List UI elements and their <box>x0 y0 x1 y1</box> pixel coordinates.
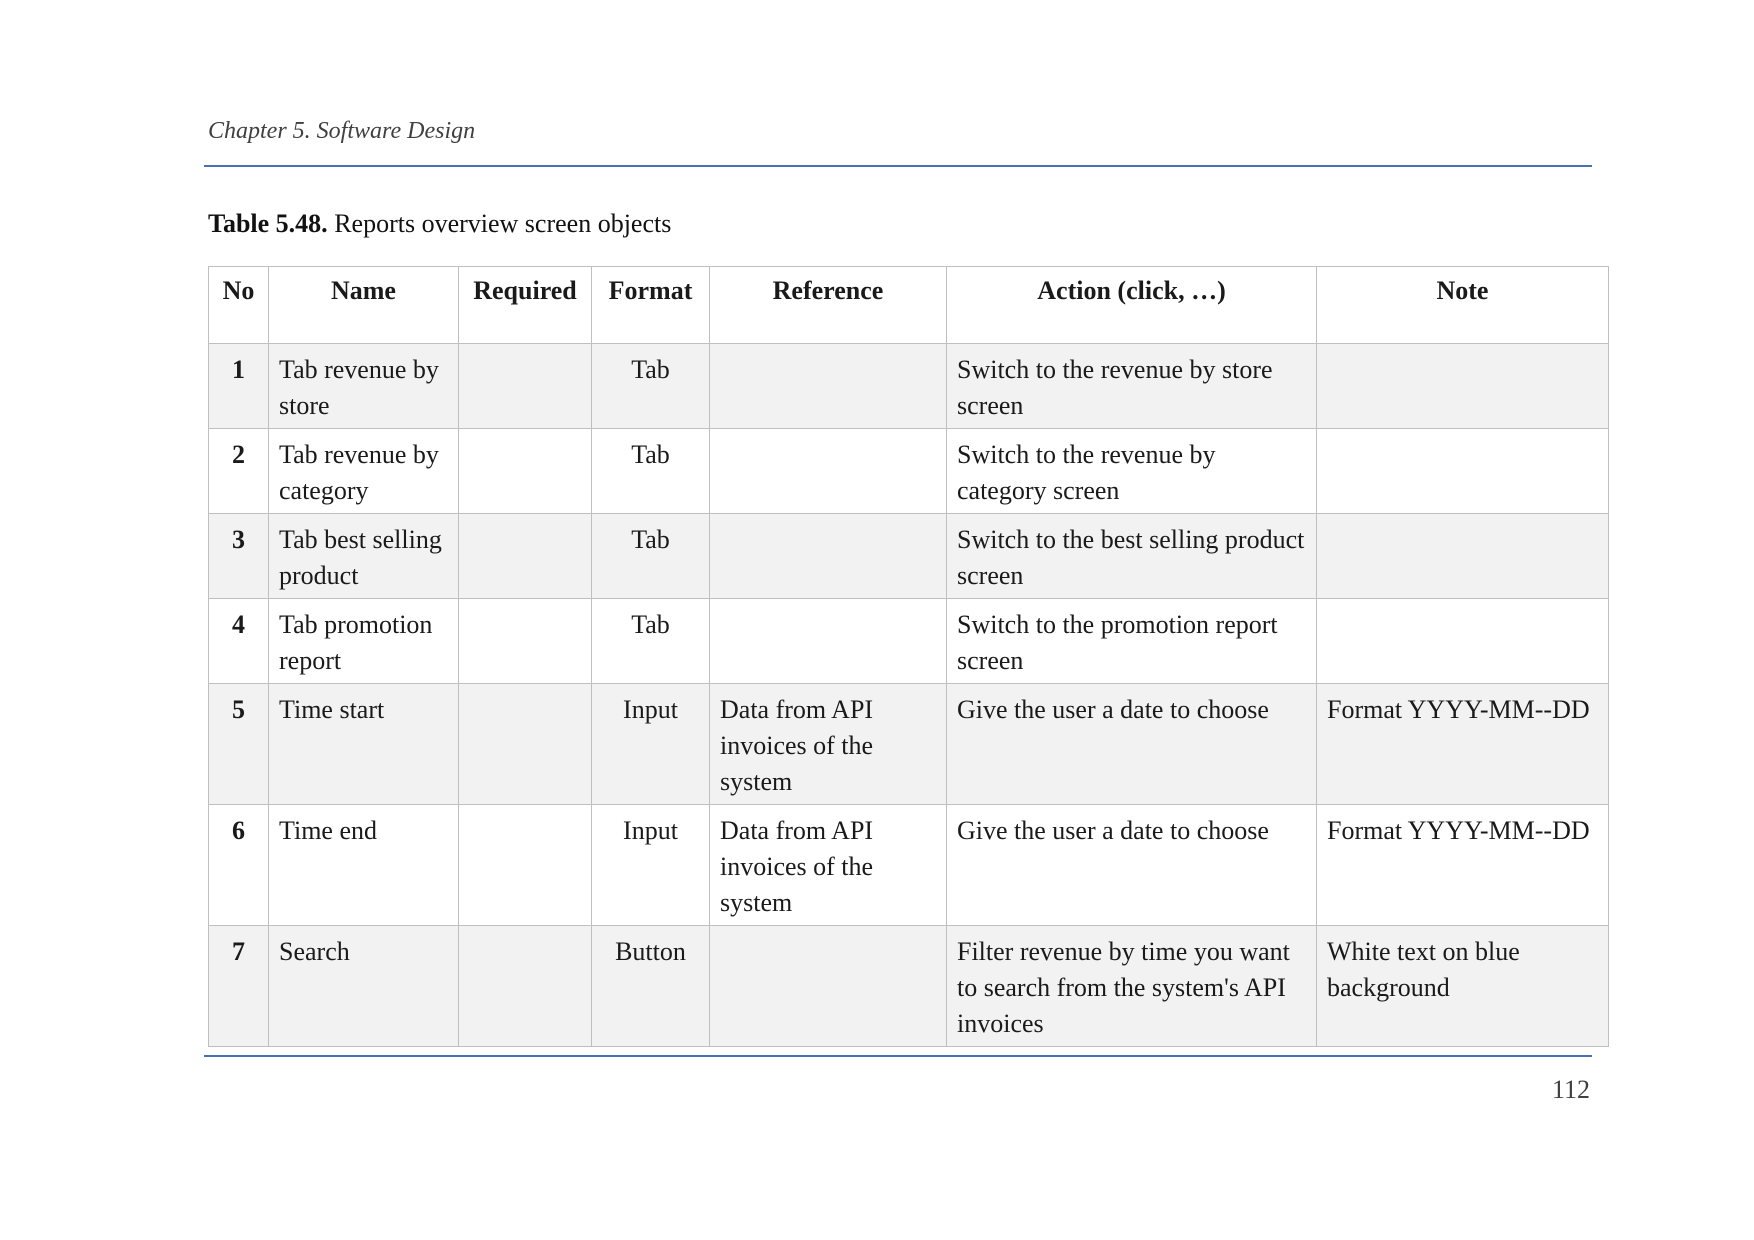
cell-format: Tab <box>592 599 710 684</box>
cell-note <box>1317 599 1609 684</box>
cell-action: Switch to the best selling product screen <box>947 514 1317 599</box>
cell-reference <box>710 344 947 429</box>
screen-objects-table <box>208 266 1609 1047</box>
cell-name: Time start <box>269 684 459 805</box>
cell-format: Tab <box>592 344 710 429</box>
cell-no: 1 <box>209 344 269 429</box>
cell-format: Input <box>592 805 710 926</box>
cell-format: Tab <box>592 429 710 514</box>
cell-no: 2 <box>209 429 269 514</box>
cell-action: Give the user a date to choose <box>947 684 1317 805</box>
cell-no: 5 <box>209 684 269 805</box>
cell-reference <box>710 926 947 1047</box>
cell-name: Tab revenue by store <box>269 344 459 429</box>
header-action: Action (click, …) <box>947 267 1317 344</box>
cell-no: 7 <box>209 926 269 1047</box>
cell-reference <box>710 599 947 684</box>
cell-note: Format YYYY-MM--DD <box>1317 684 1609 805</box>
cell-note <box>1317 429 1609 514</box>
cell-format: Tab <box>592 514 710 599</box>
cell-action: Switch to the revenue by category screen <box>947 429 1317 514</box>
header-rule <box>204 165 1592 167</box>
cell-name: Time end <box>269 805 459 926</box>
cell-name: Tab revenue by category <box>269 429 459 514</box>
cell-required <box>459 599 592 684</box>
footer-rule <box>204 1055 1592 1057</box>
cell-name: Tab promotion report <box>269 599 459 684</box>
cell-note <box>1317 514 1609 599</box>
header-name: Name <box>269 267 459 344</box>
table-row <box>209 684 1609 805</box>
header-reference: Reference <box>710 267 947 344</box>
cell-reference <box>710 514 947 599</box>
header-note: Note <box>1317 267 1609 344</box>
cell-reference <box>710 429 947 514</box>
cell-no: 3 <box>209 514 269 599</box>
cell-no: 4 <box>209 599 269 684</box>
cell-reference: Data from API invoices of the system <box>710 684 947 805</box>
cell-note <box>1317 344 1609 429</box>
table-header-row <box>209 267 1609 344</box>
cell-required <box>459 514 592 599</box>
header-no: No <box>209 267 269 344</box>
cell-format: Input <box>592 684 710 805</box>
cell-action: Filter revenue by time you want to search from the system's API invoices <box>947 926 1317 1047</box>
table-row <box>209 429 1609 514</box>
cell-required <box>459 684 592 805</box>
running-head: Chapter 5. Software Design <box>208 118 476 144</box>
table-row <box>209 805 1609 926</box>
cell-required <box>459 429 592 514</box>
cell-name: Search <box>269 926 459 1047</box>
header-required: Required <box>459 267 592 344</box>
cell-required <box>459 344 592 429</box>
cell-required <box>459 805 592 926</box>
table-row <box>209 599 1609 684</box>
caption-text: Reports overview screen objects <box>327 209 672 238</box>
cell-no: 6 <box>209 805 269 926</box>
cell-format: Button <box>592 926 710 1047</box>
table-row <box>209 926 1609 1047</box>
cell-name: Tab best selling product <box>269 514 459 599</box>
table-caption <box>208 209 671 239</box>
cell-note: White text on blue background <box>1317 926 1609 1047</box>
header-format: Format <box>592 267 710 344</box>
cell-required <box>459 926 592 1047</box>
cell-action: Switch to the promotion report screen <box>947 599 1317 684</box>
cell-action: Give the user a date to choose <box>947 805 1317 926</box>
caption-label: Table 5.48. <box>208 209 328 238</box>
cell-reference: Data from API invoices of the system <box>710 805 947 926</box>
cell-note: Format YYYY-MM--DD <box>1317 805 1609 926</box>
cell-action: Switch to the revenue by store screen <box>947 344 1317 429</box>
table-row <box>209 514 1609 599</box>
table-row <box>209 344 1609 429</box>
page-number: 112 <box>1551 1075 1590 1104</box>
